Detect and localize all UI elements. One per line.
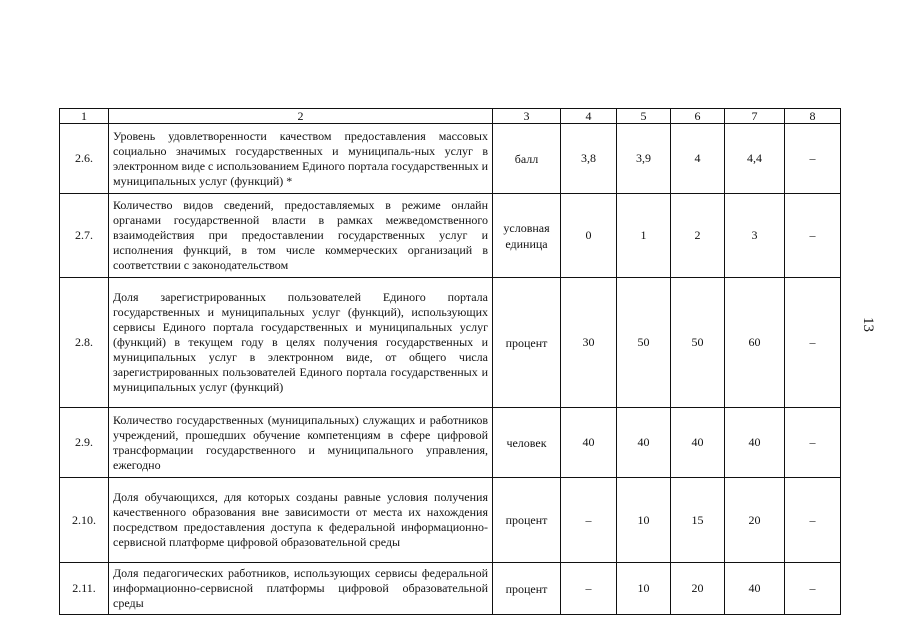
value-col-6: 20 [671,563,725,615]
value-col-7: 3 [725,194,785,278]
value-col-5: 3,9 [617,124,671,194]
value-col-7: 60 [725,278,785,408]
value-col-5: 10 [617,478,671,563]
table-row [60,408,841,478]
value-col-6: 15 [671,478,725,563]
indicator-description: Уровень удовлетворенности качеством предоставления массовых социально значимых государственных и муниципаль-ных услуг в электронном виде с использованием Единого портала государственных и муниципальных услуг (функций) * [109,124,493,194]
row-number: 2.8. [60,278,109,408]
unit-of-measure: человек [493,408,561,478]
table-row [60,124,841,194]
header-col-8: 8 [785,109,841,124]
value-col-4: 40 [561,408,617,478]
unit-of-measure: процент [493,563,561,615]
indicator-description: Количество государственных (муниципальных) служащих и работников учреждений, прошедших обучение компетенциям в сфере цифровой трансформации государственного и муниципального управления, ежегодно [109,408,493,478]
indicator-description: Доля зарегистрированных пользователей Единого портала государственных и муниципальных услуг (функций), использующих сервисы Единого портала государственных и муниципальных услуг (функций) в текущем году в целях получения государственных и муниципальных услуг в электронном виде, от общего числа зарегистрированных пользователей Единого портала государственных и муниципальных услуг (функций) [109,278,493,408]
unit-of-measure: процент [493,478,561,563]
value-col-5: 40 [617,408,671,478]
value-col-4: – [561,478,617,563]
header-col-5: 5 [617,109,671,124]
value-col-8: – [785,408,841,478]
header-col-2: 2 [109,109,493,124]
value-col-7: 40 [725,563,785,615]
value-col-8: – [785,124,841,194]
row-number: 2.7. [60,194,109,278]
header-col-6: 6 [671,109,725,124]
value-col-6: 2 [671,194,725,278]
header-col-1: 1 [60,109,109,124]
value-col-5: 50 [617,278,671,408]
value-col-8: – [785,194,841,278]
row-number: 2.10. [60,478,109,563]
row-number: 2.9. [60,408,109,478]
table-row [60,278,841,408]
value-col-8: – [785,563,841,615]
value-col-4: 0 [561,194,617,278]
value-col-7: 4,4 [725,124,785,194]
unit-of-measure: процент [493,278,561,408]
value-col-5: 1 [617,194,671,278]
value-col-4: 30 [561,278,617,408]
table-row [60,194,841,278]
table-row [60,563,841,615]
table-header-row [60,109,841,124]
table-row [60,478,841,563]
indicator-description: Количество видов сведений, предоставляемых в режиме онлайн органами государственной власти в рамках межведомственного взаимодействия при предоставлении государственных услуг и исполнения функций, в том числе коммерческих организаций в соответствии с законодательством [109,194,493,278]
header-col-3: 3 [493,109,561,124]
unit-of-measure: балл [493,124,561,194]
value-col-4: – [561,563,617,615]
value-col-8: – [785,478,841,563]
value-col-6: 50 [671,278,725,408]
page-number: 13 [860,317,876,332]
header-col-4: 4 [561,109,617,124]
value-col-8: – [785,278,841,408]
value-col-7: 40 [725,408,785,478]
value-col-4: 3,8 [561,124,617,194]
value-col-6: 40 [671,408,725,478]
row-number: 2.11. [60,563,109,615]
unit-of-measure: условная единица [493,194,561,278]
row-number: 2.6. [60,124,109,194]
indicators-table [59,108,841,615]
value-col-7: 20 [725,478,785,563]
value-col-6: 4 [671,124,725,194]
indicator-description: Доля педагогических работников, использующих сервисы федеральной информационно-сервисной платформы цифровой образовательной среды [109,563,493,615]
indicator-description: Доля обучающихся, для которых созданы равные условия получения качественного образования вне зависимости от места их нахождения посредством предоставления доступа к федеральной информационно-сервисной платформе цифровой образовательной среды [109,478,493,563]
value-col-5: 10 [617,563,671,615]
header-col-7: 7 [725,109,785,124]
